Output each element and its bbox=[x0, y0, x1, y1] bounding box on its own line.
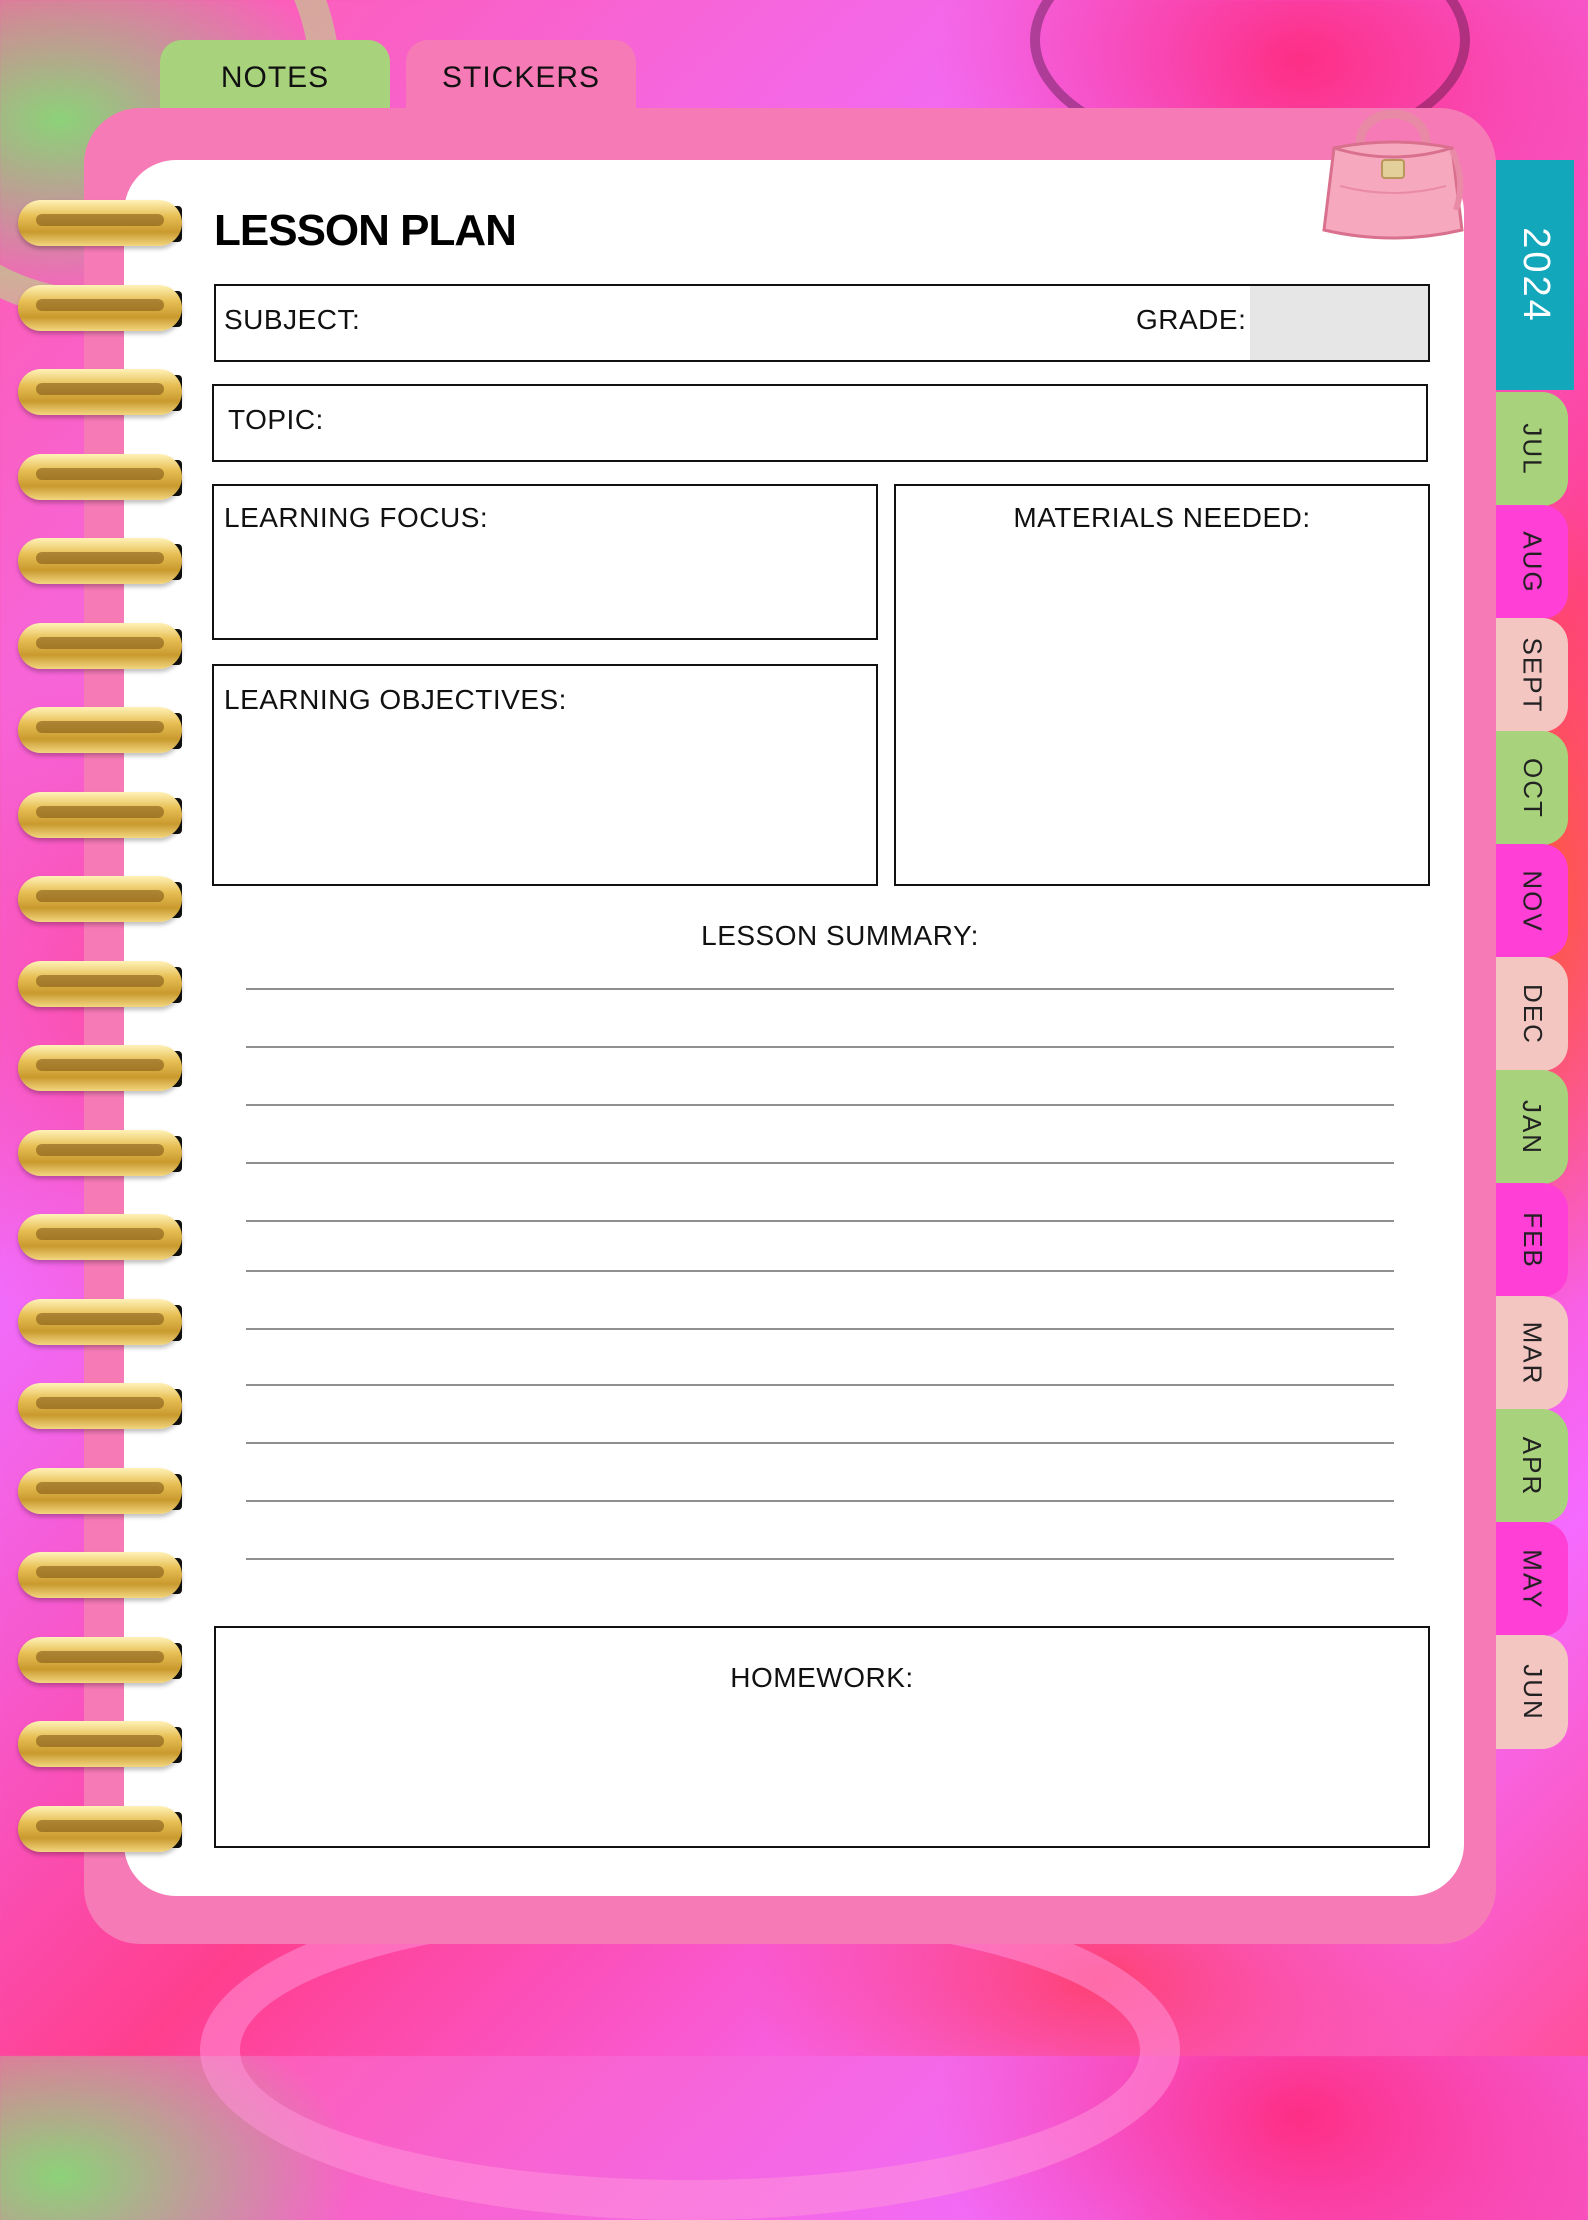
month-label: DEC bbox=[1517, 983, 1548, 1045]
month-label: MAY bbox=[1517, 1548, 1548, 1610]
tab-month-feb[interactable] bbox=[1496, 1183, 1568, 1297]
month-label: NOV bbox=[1517, 869, 1548, 933]
month-label: MAR bbox=[1517, 1321, 1548, 1385]
materials-needed-label: MATERIALS NEEDED: bbox=[1013, 502, 1311, 533]
tab-stickers-label: STICKERS bbox=[441, 61, 601, 94]
binding-ring bbox=[14, 365, 174, 423]
tab-month-sept[interactable] bbox=[1496, 618, 1568, 732]
tab-notes[interactable] bbox=[160, 40, 390, 116]
summary-line[interactable] bbox=[246, 988, 1394, 990]
month-label: JAN bbox=[1517, 1099, 1548, 1155]
month-label: OCT bbox=[1517, 757, 1548, 819]
homework-box[interactable] bbox=[214, 1626, 1430, 1848]
page-title: LESSON PLAN bbox=[214, 206, 516, 255]
summary-line[interactable] bbox=[246, 1162, 1394, 1164]
summary-line[interactable] bbox=[246, 1270, 1394, 1272]
binding-ring bbox=[14, 957, 174, 1015]
learning-focus-box[interactable] bbox=[212, 484, 878, 640]
summary-line[interactable] bbox=[246, 1046, 1394, 1048]
learning-focus-label: LEARNING FOCUS: bbox=[224, 502, 489, 533]
tab-month-jul[interactable] bbox=[1496, 392, 1568, 506]
lesson-summary-label: LESSON SUMMARY: bbox=[701, 920, 979, 951]
spiral-binding bbox=[14, 196, 174, 1876]
tab-month-jan[interactable] bbox=[1496, 1070, 1568, 1184]
binding-ring bbox=[14, 534, 174, 592]
summary-line[interactable] bbox=[246, 1558, 1394, 1560]
summary-line[interactable] bbox=[246, 1500, 1394, 1502]
binding-ring bbox=[14, 1295, 174, 1353]
month-label: JUL bbox=[1517, 422, 1548, 476]
tab-month-dec[interactable] bbox=[1496, 957, 1568, 1071]
binding-ring bbox=[14, 1717, 174, 1775]
binding-ring bbox=[14, 450, 174, 508]
subject-field[interactable] bbox=[214, 284, 1430, 362]
summary-line[interactable] bbox=[246, 1328, 1394, 1330]
materials-needed-box[interactable] bbox=[894, 484, 1430, 886]
binding-ring bbox=[14, 1041, 174, 1099]
binding-ring bbox=[14, 872, 174, 930]
tab-month-nov[interactable] bbox=[1496, 844, 1568, 958]
tab-month-oct[interactable] bbox=[1496, 731, 1568, 845]
tab-month-mar[interactable] bbox=[1496, 1296, 1568, 1410]
tab-month-apr[interactable] bbox=[1496, 1409, 1568, 1523]
summary-line[interactable] bbox=[246, 1442, 1394, 1444]
tab-year-2024[interactable] bbox=[1496, 160, 1574, 390]
binding-ring bbox=[14, 1464, 174, 1522]
learning-objectives-label: LEARNING OBJECTIVES: bbox=[224, 684, 567, 715]
grade-input[interactable] bbox=[1250, 286, 1428, 360]
binding-ring bbox=[14, 1802, 174, 1860]
learning-objectives-box[interactable] bbox=[212, 664, 878, 886]
binding-ring bbox=[14, 1548, 174, 1606]
tab-notes-label: NOTES bbox=[220, 61, 330, 94]
month-label: FEB bbox=[1517, 1211, 1548, 1269]
topic-field[interactable] bbox=[212, 384, 1428, 462]
tab-month-may[interactable] bbox=[1496, 1522, 1568, 1636]
month-label: AUG bbox=[1517, 530, 1548, 594]
year-tab-label: 2024 bbox=[1514, 226, 1557, 324]
binding-ring bbox=[14, 1210, 174, 1268]
tab-stickers[interactable] bbox=[406, 40, 636, 116]
binding-ring bbox=[14, 281, 174, 339]
topic-label: TOPIC: bbox=[228, 404, 324, 435]
summary-line[interactable] bbox=[246, 1104, 1394, 1106]
month-label: JUN bbox=[1517, 1663, 1548, 1721]
summary-line[interactable] bbox=[246, 1384, 1394, 1386]
tab-month-aug[interactable] bbox=[1496, 505, 1568, 619]
subject-label: SUBJECT: bbox=[224, 304, 361, 335]
month-label: APR bbox=[1517, 1436, 1548, 1496]
binding-ring bbox=[14, 1633, 174, 1691]
binding-ring bbox=[14, 196, 174, 254]
binding-ring bbox=[14, 703, 174, 761]
binding-ring bbox=[14, 788, 174, 846]
handbag-sticker-icon bbox=[1316, 90, 1470, 246]
grade-label: GRADE: bbox=[1136, 304, 1247, 335]
binding-ring bbox=[14, 1126, 174, 1184]
homework-label: HOMEWORK: bbox=[730, 1662, 914, 1693]
month-label: SEPT bbox=[1517, 637, 1548, 713]
binding-ring bbox=[14, 619, 174, 677]
summary-line[interactable] bbox=[246, 1220, 1394, 1222]
tab-month-jun[interactable] bbox=[1496, 1635, 1568, 1749]
binding-ring bbox=[14, 1379, 174, 1437]
